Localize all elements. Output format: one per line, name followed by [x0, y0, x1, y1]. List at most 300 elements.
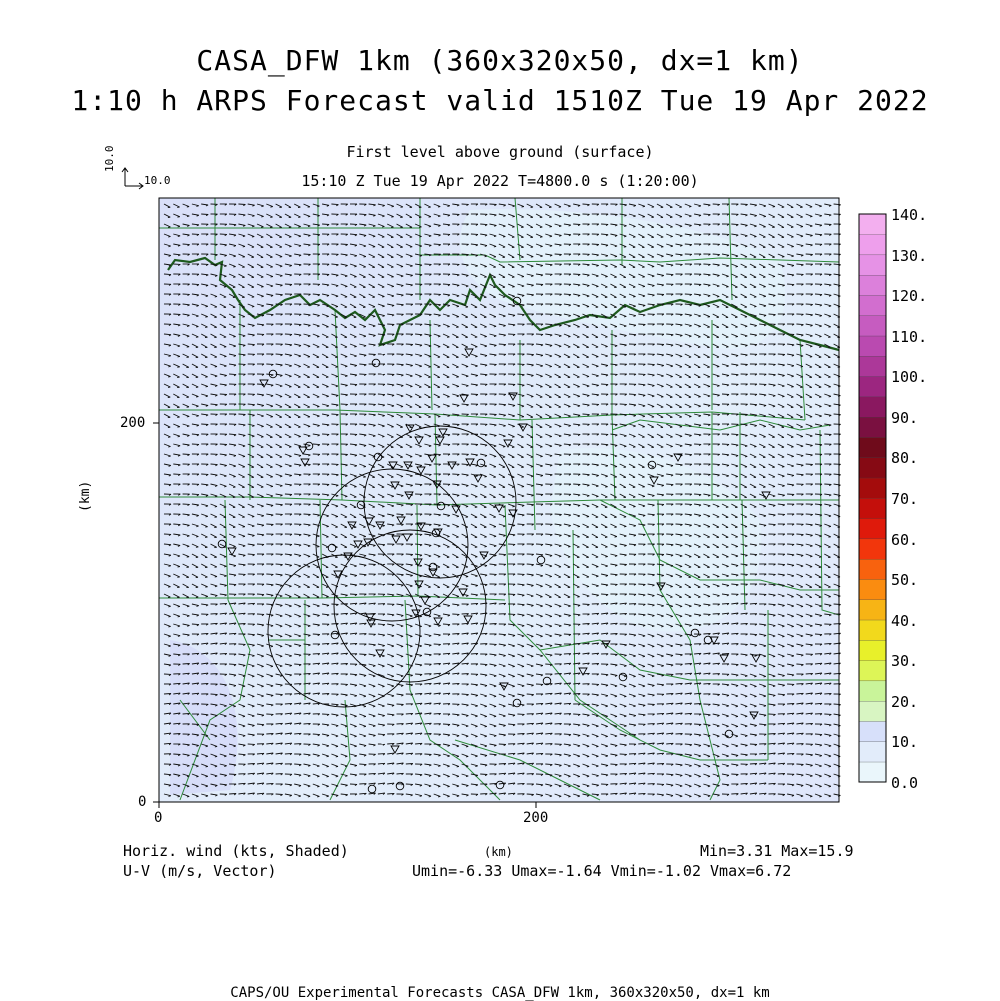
wind-vector-head	[261, 497, 263, 498]
wind-vector-head	[494, 326, 496, 327]
wind-vector-head	[326, 396, 328, 397]
wind-vector	[378, 394, 385, 395]
wind-vector-head	[642, 427, 644, 428]
wind-vector	[769, 524, 776, 525]
wind-vector-head	[429, 217, 431, 218]
wind-vector	[638, 324, 645, 325]
wind-vector	[601, 384, 608, 385]
wind-vector	[610, 424, 617, 425]
wind-vector-head	[596, 357, 598, 358]
wind-vector-head	[205, 377, 207, 378]
wind-vector-head	[773, 487, 775, 488]
wind-vector	[434, 244, 441, 245]
wind-vector-head	[466, 376, 468, 377]
wind-vector	[183, 454, 190, 455]
wind-vector-head	[224, 356, 226, 357]
wind-vector-head	[457, 386, 459, 387]
wind-vector-head	[522, 487, 524, 488]
wind-vector-head	[633, 507, 635, 508]
time-subtitle: 15:10 Z Tue 19 Apr 2022 T=4800.0 s (1:20:00)	[0, 172, 1000, 190]
wind-vector	[583, 414, 590, 415]
wind-vector	[238, 204, 245, 205]
wind-vector-head	[466, 367, 468, 368]
wind-vector	[806, 254, 813, 255]
wind-vector-head	[801, 446, 803, 447]
wind-vector-head	[429, 436, 431, 437]
wind-vector-head	[754, 307, 756, 308]
wind-vector-head	[512, 497, 514, 498]
wind-vector-head	[540, 237, 542, 238]
wind-vector-head	[419, 377, 421, 378]
wind-vector-head	[698, 337, 700, 338]
wind-vector-head	[187, 207, 189, 208]
wind-vector-head	[410, 256, 412, 257]
wind-vector	[555, 254, 562, 255]
wind-vector	[201, 214, 208, 215]
wind-vector	[824, 224, 831, 225]
wind-vector-head	[308, 346, 310, 347]
wind-vector-head	[299, 236, 301, 237]
wind-vector-head	[819, 337, 821, 338]
wind-vector-head	[819, 407, 821, 408]
wind-vector	[313, 444, 320, 445]
wind-vector-head	[717, 367, 719, 368]
wind-vector-head	[298, 367, 300, 368]
wind-vector-head	[791, 387, 793, 388]
wind-vector-head	[289, 387, 291, 388]
wind-vector-head	[429, 226, 431, 227]
wind-vector-head	[661, 466, 663, 467]
wind-vector-head	[708, 527, 710, 528]
wind-vector	[787, 494, 794, 495]
wind-vector	[555, 514, 562, 515]
wind-vector-head	[494, 456, 496, 457]
wind-vector-head	[484, 477, 486, 478]
wind-vector-head	[261, 287, 263, 288]
wind-vector	[722, 394, 729, 395]
wind-vector-head	[550, 367, 552, 368]
wind-vector-head	[187, 546, 189, 547]
wind-vector	[471, 394, 478, 395]
wind-vector	[452, 424, 459, 425]
wind-vector	[434, 454, 441, 455]
wind-vector-head	[773, 277, 775, 278]
wind-vector	[341, 244, 348, 245]
wind-vector-head	[652, 267, 654, 268]
wind-vector-head	[261, 216, 263, 217]
wind-vector	[164, 484, 171, 485]
wind-vector	[490, 204, 497, 205]
wind-vector-head	[810, 346, 812, 347]
wind-vector-head	[578, 526, 580, 527]
wind-vector-head	[196, 397, 198, 398]
wind-vector-head	[410, 457, 412, 458]
wind-vector-head	[494, 246, 496, 247]
wind-vector-head	[373, 307, 375, 308]
wind-vector	[173, 524, 180, 525]
wind-vector-head	[782, 396, 784, 397]
wind-vector-head	[680, 226, 682, 227]
wind-vector-head	[382, 507, 384, 508]
wind-vector-head	[614, 267, 616, 268]
wind-vector-head	[280, 467, 282, 468]
wind-vector	[183, 244, 190, 245]
wind-vector-head	[680, 217, 682, 218]
wind-vector-head	[345, 507, 347, 508]
wind-vector	[387, 534, 394, 535]
wind-vector-head	[298, 437, 300, 438]
wind-vector-head	[243, 246, 245, 247]
wind-vector-head	[419, 237, 421, 238]
wind-vector-head	[336, 377, 338, 378]
wind-vector-head	[401, 407, 403, 408]
wind-vector-head	[708, 317, 710, 318]
wind-vector-head	[187, 407, 189, 408]
wind-vector	[462, 254, 469, 255]
wind-vector-head	[354, 347, 356, 348]
wind-vector-head	[615, 327, 617, 328]
wind-vector-head	[317, 407, 319, 408]
wind-vector-head	[605, 277, 607, 278]
wind-vector-head	[317, 337, 319, 338]
wind-vector-head	[354, 487, 356, 488]
wind-vector-head	[642, 277, 644, 278]
wind-vector	[508, 384, 515, 385]
wind-vector	[666, 484, 673, 485]
wind-vector-head	[522, 277, 524, 278]
wind-vector-head	[717, 376, 719, 377]
wind-vector-head	[345, 357, 347, 358]
wind-vector	[276, 354, 283, 355]
wind-vector-head	[503, 237, 505, 238]
wind-vector-head	[187, 347, 189, 348]
wind-vector-head	[764, 506, 766, 507]
wind-vector	[713, 254, 720, 255]
wind-vector-head	[438, 347, 440, 348]
wind-vector	[304, 514, 311, 515]
wind-vector-head	[540, 447, 542, 448]
wind-vector	[824, 274, 831, 275]
wind-vector	[517, 314, 524, 315]
wind-vector-head	[270, 477, 272, 478]
wind-vector-head	[410, 466, 412, 467]
wind-vector	[517, 524, 524, 525]
wind-vector	[331, 204, 338, 205]
wind-vector-head	[215, 297, 217, 298]
wind-vector-head	[168, 377, 170, 378]
wind-vector-head	[382, 227, 384, 228]
wind-vector-head	[726, 287, 728, 288]
wind-vector-head	[243, 326, 245, 327]
wind-vector-head	[428, 367, 430, 368]
wind-vector-head	[456, 527, 458, 528]
wind-vector-head	[726, 497, 728, 498]
wind-vector-head	[289, 447, 291, 448]
wind-vector-head	[456, 377, 458, 378]
wind-vector	[443, 494, 450, 495]
wind-vector-head	[559, 216, 561, 217]
wind-vector	[536, 284, 543, 285]
wind-vector-head	[559, 207, 561, 208]
wind-vector	[499, 344, 506, 345]
wind-vector-head	[605, 347, 607, 348]
wind-vector	[266, 314, 273, 315]
wind-vector	[322, 224, 329, 225]
wind-vector	[322, 484, 329, 485]
wind-vector-head	[503, 517, 505, 518]
wind-vector-head	[392, 286, 394, 287]
wind-vector	[424, 314, 431, 315]
wind-vector-head	[457, 516, 459, 517]
wind-vector	[592, 454, 599, 455]
wind-vector-head	[810, 207, 812, 208]
wind-vector-head	[615, 537, 617, 538]
wind-vector-head	[531, 397, 533, 398]
wind-vector-head	[661, 386, 663, 387]
wind-vector	[294, 534, 301, 535]
wind-vector-head	[698, 326, 700, 327]
wind-vector-head	[503, 307, 505, 308]
wind-vector-head	[559, 357, 561, 358]
wind-vector-head	[754, 447, 756, 448]
wind-vector-head	[578, 396, 580, 397]
wind-vector-head	[624, 526, 626, 527]
wind-vector-head	[745, 527, 747, 528]
wind-vector-head	[531, 257, 533, 258]
wind-vector-head	[326, 316, 328, 317]
wind-vector-head	[512, 437, 514, 438]
wind-vector	[443, 284, 450, 285]
wind-vector-head	[726, 347, 728, 348]
wind-vector	[787, 284, 794, 285]
wind-vector-head	[661, 457, 663, 458]
wind-vector-head	[326, 537, 328, 538]
wind-vector-head	[633, 437, 635, 438]
wind-vector	[350, 384, 357, 385]
wind-vector-head	[475, 287, 477, 288]
wind-vector	[211, 254, 218, 255]
wind-vector-head	[680, 356, 682, 357]
wind-vector-head	[698, 397, 700, 398]
wind-vector-head	[587, 377, 589, 378]
wind-vector-head	[726, 276, 728, 277]
wind-vector-head	[289, 456, 291, 457]
wind-vector-head	[754, 517, 756, 518]
wind-vector-head	[215, 367, 217, 368]
wind-vector-head	[633, 227, 635, 228]
wind-vector-head	[791, 447, 793, 448]
wind-vector	[573, 274, 580, 275]
wind-vector	[536, 494, 543, 495]
wind-vector-head	[233, 477, 235, 478]
wind-vector-head	[206, 386, 208, 387]
wind-vector	[248, 344, 255, 345]
wind-vector-head	[215, 507, 217, 508]
wind-vector-head	[261, 227, 263, 228]
wind-vector	[424, 524, 431, 525]
wind-vector	[638, 534, 645, 535]
wind-vector-head	[475, 276, 477, 277]
wind-vector-head	[271, 486, 273, 487]
wind-vector	[824, 434, 831, 435]
wind-vector-head	[773, 417, 775, 418]
wind-vector-head	[419, 447, 421, 448]
wind-vector-head	[652, 407, 654, 408]
wind-vector	[415, 484, 422, 485]
wind-vector-head	[392, 416, 394, 417]
wind-vector	[294, 324, 301, 325]
wind-vector-head	[178, 356, 180, 357]
wind-vector-head	[624, 457, 626, 458]
wind-vector-head	[680, 436, 682, 437]
wind-vector	[164, 274, 171, 275]
wind-vector-head	[187, 416, 189, 417]
wind-vector-head	[578, 316, 580, 317]
wind-vector-head	[261, 437, 263, 438]
wind-vector-head	[373, 517, 375, 518]
wind-vector-head	[447, 537, 449, 538]
wind-vector-head	[764, 216, 766, 217]
wind-vector	[545, 324, 552, 325]
wind-vector	[750, 344, 757, 345]
wind-vector-head	[252, 307, 254, 308]
wind-vector-head	[410, 386, 412, 387]
wind-vector-head	[178, 226, 180, 227]
plot-title-line1: CASA_DFW 1km (360x320x50, dx=1 km)	[0, 44, 1000, 77]
wind-vector	[490, 414, 497, 415]
wind-vector-head	[819, 206, 821, 207]
wind-vector-head	[382, 437, 384, 438]
wind-vector-head	[680, 367, 682, 368]
wind-vector-head	[308, 426, 310, 427]
wind-vector-head	[745, 536, 747, 537]
wind-vector-head	[587, 506, 589, 507]
wind-vector-head	[252, 237, 254, 238]
wind-vector-head	[624, 307, 626, 308]
wind-vector-head	[308, 216, 310, 217]
wind-vector-head	[475, 356, 477, 357]
wind-vector-head	[336, 296, 338, 297]
wind-vector	[369, 354, 376, 355]
wind-vector	[359, 424, 366, 425]
wind-vector-head	[224, 276, 226, 277]
wind-vector	[285, 494, 292, 495]
wind-vector	[657, 294, 664, 295]
wind-vector-head	[392, 206, 394, 207]
wind-vector	[583, 204, 590, 205]
wind-vector-head	[726, 356, 728, 357]
wind-vector-head	[364, 257, 366, 258]
wind-vector-head	[243, 456, 245, 457]
wind-vector	[480, 224, 487, 225]
wind-vector	[769, 314, 776, 315]
wind-vector-head	[791, 247, 793, 248]
wind-vector-head	[512, 216, 514, 217]
wind-vector-head	[689, 347, 691, 348]
wind-vector	[824, 484, 831, 485]
wind-vector	[610, 214, 617, 215]
wind-vector-head	[708, 516, 710, 517]
wind-vector-head	[624, 446, 626, 447]
wind-vector-head	[484, 337, 486, 338]
wind-vector-head	[243, 536, 245, 537]
wind-vector-head	[689, 207, 691, 208]
wind-vector-head	[624, 517, 626, 518]
wind-vector-head	[280, 397, 282, 398]
wind-vector-head	[745, 456, 747, 457]
wind-vector-head	[326, 526, 328, 527]
wind-vector	[573, 224, 580, 225]
wind-vector	[220, 394, 227, 395]
wind-vector	[703, 214, 710, 215]
wind-vector	[694, 284, 701, 285]
wind-vector-head	[326, 387, 328, 388]
wind-vector-head	[577, 387, 579, 388]
wind-vector	[685, 454, 692, 455]
wind-vector	[201, 424, 208, 425]
wind-vector-head	[810, 426, 812, 427]
wind-vector-head	[633, 516, 635, 517]
wind-vector-head	[670, 447, 672, 448]
wind-vector-head	[270, 417, 272, 418]
wind-vector-head	[252, 226, 254, 227]
wind-vector-head	[540, 246, 542, 247]
wind-vector	[620, 354, 627, 355]
wind-vector-head	[252, 447, 254, 448]
wind-vector-head	[168, 447, 170, 448]
wind-vector	[285, 284, 292, 285]
wind-vector-head	[512, 506, 514, 507]
wind-vector-head	[354, 277, 356, 278]
wind-vector-head	[596, 507, 598, 508]
wind-vector-head	[308, 357, 310, 358]
wind-vector-head	[280, 257, 282, 258]
wind-vector	[406, 344, 413, 345]
wind-vector-head	[605, 487, 607, 488]
wind-vector-head	[615, 467, 617, 468]
wind-vector	[648, 364, 655, 365]
wind-vector-head	[243, 467, 245, 468]
wind-vector-head	[512, 227, 514, 228]
wind-vector-head	[345, 297, 347, 298]
wind-vector-head	[438, 207, 440, 208]
wind-vector-head	[643, 206, 645, 207]
wind-vector-head	[345, 366, 347, 367]
wind-vector-head	[289, 237, 291, 238]
wind-vector-head	[466, 507, 468, 508]
level-subtitle: First level above ground (surface)	[0, 143, 1000, 161]
wind-vector-head	[559, 426, 561, 427]
wind-vector-head	[670, 377, 672, 378]
wind-vector-head	[763, 287, 765, 288]
wind-vector	[741, 414, 748, 415]
wind-vector-head	[680, 427, 682, 428]
wind-vector-head	[550, 437, 552, 438]
wind-vector-head	[643, 416, 645, 417]
wind-vector	[676, 524, 683, 525]
wind-vector-head	[643, 496, 645, 497]
wind-vector-head	[391, 217, 393, 218]
wind-vector	[796, 324, 803, 325]
wind-vector-head	[550, 446, 552, 447]
wind-vector	[322, 274, 329, 275]
wind-vector-head	[373, 236, 375, 237]
wind-vector	[555, 464, 562, 465]
wind-vector-head	[289, 376, 291, 377]
wind-vector	[629, 394, 636, 395]
wind-vector-head	[420, 366, 422, 367]
wind-vector-head	[559, 346, 561, 347]
